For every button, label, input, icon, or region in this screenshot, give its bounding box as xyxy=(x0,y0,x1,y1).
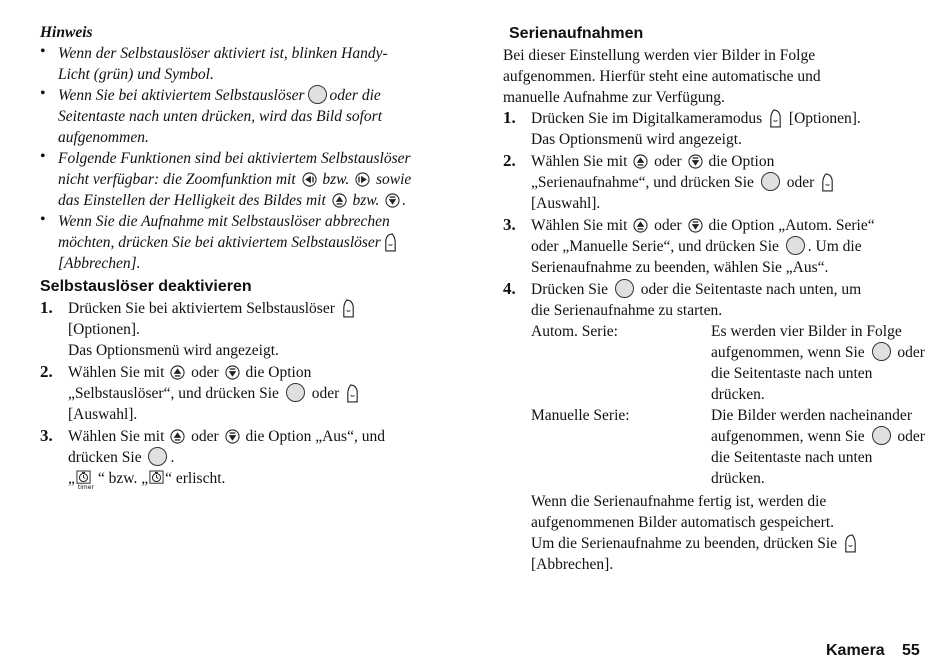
note-bullet xyxy=(40,85,465,148)
text-span: das Einstellen der Helligkeit des Bildes mit xyxy=(58,192,326,209)
text-span: oder xyxy=(786,174,815,191)
text-span: die Option xyxy=(708,153,775,170)
center-button-icon xyxy=(761,172,780,191)
text-span: oder xyxy=(897,428,925,445)
nav-up-icon xyxy=(633,218,648,233)
step-item xyxy=(503,215,928,278)
bullet-dot: • xyxy=(40,148,46,165)
text-span: Drücken Sie bei aktiviertem Selbstauslöser xyxy=(68,300,335,317)
text-line xyxy=(68,426,465,447)
text-line xyxy=(68,447,465,468)
text-span: drücken Sie xyxy=(68,449,142,466)
text-line: Seitentaste nach unten drücken, wird das Bild sofort xyxy=(58,108,383,125)
nav-up-icon xyxy=(170,365,185,380)
bullet-dot: • xyxy=(40,211,46,228)
text-span: oder xyxy=(191,428,219,445)
closing-paragraph xyxy=(503,491,928,575)
timer-icon-label: timer xyxy=(77,484,94,491)
step-item xyxy=(40,298,465,361)
center-button-icon xyxy=(148,447,167,466)
text-line: Das Optionsmenü wird angezeigt. xyxy=(531,131,742,148)
text-line: drücken. xyxy=(711,386,765,403)
text-span: oder die Seitentaste nach unten, um xyxy=(640,281,862,298)
text-line: aufgenommenen Bilder automatisch gespeichert. xyxy=(531,514,835,531)
text-span: oder xyxy=(311,385,340,402)
nav-down-icon xyxy=(225,429,240,444)
text-span: “ erlischt. xyxy=(165,470,226,487)
text-line: Wenn Sie die Aufnahme mit Selbstauslöser abbrechen xyxy=(58,213,390,230)
self-timer-icon xyxy=(149,470,164,487)
center-button-icon xyxy=(615,279,634,298)
text-span: „Selbstauslöser“, und drücken Sie xyxy=(68,385,279,402)
step-number: 4. xyxy=(503,279,516,298)
text-line xyxy=(68,468,465,496)
text-line xyxy=(531,533,928,554)
center-button-icon xyxy=(308,85,327,104)
text-line: die Seitentaste nach unten xyxy=(711,365,873,382)
text-line: Licht (grün) und Symbol. xyxy=(58,66,214,83)
text-line xyxy=(531,279,928,300)
text-line xyxy=(58,169,465,190)
text-span: “ bzw. „ xyxy=(97,470,149,487)
text-span: „ xyxy=(68,470,75,487)
note-bullet xyxy=(40,211,465,274)
right-soft-key-icon xyxy=(820,173,835,192)
text-span: „Serienaufnahme“, und drücken Sie xyxy=(531,174,754,191)
right-soft-key-icon xyxy=(345,384,360,403)
text-span: die Option „Autom. Serie“ xyxy=(708,217,875,234)
step-number: 2. xyxy=(40,362,53,381)
text-span: sowie xyxy=(376,171,412,188)
definition-term: Manuelle Serie: xyxy=(531,407,630,424)
center-button-icon xyxy=(872,342,891,361)
text-line: Serienaufnahme zu beenden, wählen Sie „Aus“. xyxy=(531,259,829,276)
center-button-icon xyxy=(786,236,805,255)
text-span: Drücken Sie xyxy=(531,281,609,298)
nav-right-icon xyxy=(355,172,370,187)
definition-row xyxy=(503,405,928,489)
definition-desc xyxy=(711,405,928,489)
nav-up-icon xyxy=(170,429,185,444)
text-line: drücken. xyxy=(711,470,765,487)
text-line: Das Optionsmenü wird angezeigt. xyxy=(68,342,279,359)
text-line xyxy=(68,298,465,319)
text-span: die Option „Aus“, und xyxy=(245,428,385,445)
text-span: oder xyxy=(897,344,925,361)
step-number: 2. xyxy=(503,151,516,170)
text-span: aufgenommen, wenn Sie xyxy=(711,428,865,445)
step-item xyxy=(503,108,928,150)
center-button-icon xyxy=(872,426,891,445)
text-line: Es werden vier Bilder in Folge xyxy=(711,323,902,340)
text-line xyxy=(58,85,465,106)
text-line: aufgenommen. xyxy=(58,129,149,146)
text-line xyxy=(68,362,465,383)
section-heading: Selbstauslöser deaktivieren xyxy=(40,278,252,295)
text-line: Wenn der Selbstauslöser aktiviert ist, blinken Handy- xyxy=(58,45,388,62)
text-line: Die Bilder werden nacheinander xyxy=(711,407,912,424)
nav-down-icon xyxy=(688,154,703,169)
nav-left-icon xyxy=(302,172,317,187)
text-span: oder xyxy=(191,364,219,381)
text-line xyxy=(58,190,465,211)
step-item xyxy=(503,279,928,321)
definition-row xyxy=(503,321,928,405)
footer-page-number: 55 xyxy=(902,642,920,659)
text-span: Drücken Sie im Digitalkameramodus xyxy=(531,110,763,127)
text-span: . xyxy=(170,449,175,466)
nav-down-icon xyxy=(225,365,240,380)
text-line xyxy=(531,236,928,257)
text-line: [Auswahl]. xyxy=(68,406,138,423)
step-item xyxy=(40,426,465,496)
bullet-dot: • xyxy=(40,85,46,102)
text-span: oder die xyxy=(329,87,381,104)
text-line: die Seitentaste nach unten xyxy=(711,449,873,466)
text-line: die Serienaufnahme zu starten. xyxy=(531,302,723,319)
left-soft-key-icon xyxy=(843,534,858,553)
text-line: [Optionen]. xyxy=(68,321,140,338)
text-line: Folgende Funktionen sind bei aktiviertem Selbstauslöser xyxy=(58,150,411,167)
step-item xyxy=(503,151,928,214)
text-span: Wenn Sie bei aktiviertem Selbstauslöser xyxy=(58,87,305,104)
text-line: [Abbrechen]. xyxy=(58,255,141,272)
text-span: aufgenommen, wenn Sie xyxy=(711,344,865,361)
definition-term: Autom. Serie: xyxy=(531,323,618,340)
step-number: 1. xyxy=(503,108,516,127)
nav-up-icon xyxy=(633,154,648,169)
text-span: oder xyxy=(654,153,682,170)
text-line: Bei dieser Einstellung werden vier Bilder in Folge xyxy=(503,47,816,64)
note-bullet xyxy=(40,43,465,85)
section-heading: Serienaufnahmen xyxy=(509,25,644,42)
step-number: 1. xyxy=(40,298,53,317)
text-line xyxy=(711,342,928,363)
note-bullet xyxy=(40,148,465,211)
right-column xyxy=(503,22,928,575)
text-line xyxy=(531,172,928,193)
right-soft-key-icon xyxy=(341,299,356,318)
text-span: oder xyxy=(654,217,682,234)
note-title: Hinweis xyxy=(40,24,93,41)
text-span: bzw. xyxy=(352,192,380,209)
text-span: . xyxy=(402,192,407,209)
nav-down-icon xyxy=(385,193,400,208)
footer-section-title: Kamera xyxy=(826,642,885,659)
text-span: nicht verfügbar: die Zoomfunktion mit xyxy=(58,171,296,188)
text-line xyxy=(531,151,928,172)
text-line xyxy=(68,383,465,404)
nav-up-icon xyxy=(332,193,347,208)
step-number: 3. xyxy=(503,215,516,234)
text-span: Wählen Sie mit xyxy=(68,364,165,381)
text-span: Wählen Sie mit xyxy=(531,153,628,170)
step-item xyxy=(40,362,465,425)
text-span: Um die Serienaufnahme zu beenden, drücken Sie xyxy=(531,535,838,552)
center-button-icon xyxy=(286,383,305,402)
left-column xyxy=(40,22,465,496)
nav-down-icon xyxy=(688,218,703,233)
right-soft-key-icon xyxy=(383,233,398,252)
text-line: [Abbrechen]. xyxy=(531,556,614,573)
text-line: Wenn die Serienaufnahme fertig ist, werden die xyxy=(531,493,827,510)
text-span: [Optionen]. xyxy=(788,110,861,127)
text-span: oder „Manuelle Serie“, und drücken Sie xyxy=(531,238,779,255)
text-line xyxy=(531,108,928,129)
text-span: . Um die xyxy=(807,238,862,255)
text-line: aufgenommen. Hierfür steht eine automatische und xyxy=(503,68,821,85)
text-span: Wählen Sie mit xyxy=(531,217,628,234)
bullet-dot: • xyxy=(40,43,46,60)
text-span: möchten, drücken Sie bei aktiviertem Selbstauslöser xyxy=(58,234,381,251)
step-number: 3. xyxy=(40,426,53,445)
right-soft-key-icon xyxy=(768,109,783,128)
text-span: die Option xyxy=(245,364,312,381)
text-line xyxy=(531,215,928,236)
text-line: [Auswahl]. xyxy=(531,195,601,212)
text-line xyxy=(711,426,928,447)
text-line: manuelle Aufnahme zur Verfügung. xyxy=(503,89,725,106)
text-span: bzw. xyxy=(322,171,350,188)
text-span: Wählen Sie mit xyxy=(68,428,165,445)
definition-desc xyxy=(711,321,928,405)
text-line xyxy=(58,232,465,253)
